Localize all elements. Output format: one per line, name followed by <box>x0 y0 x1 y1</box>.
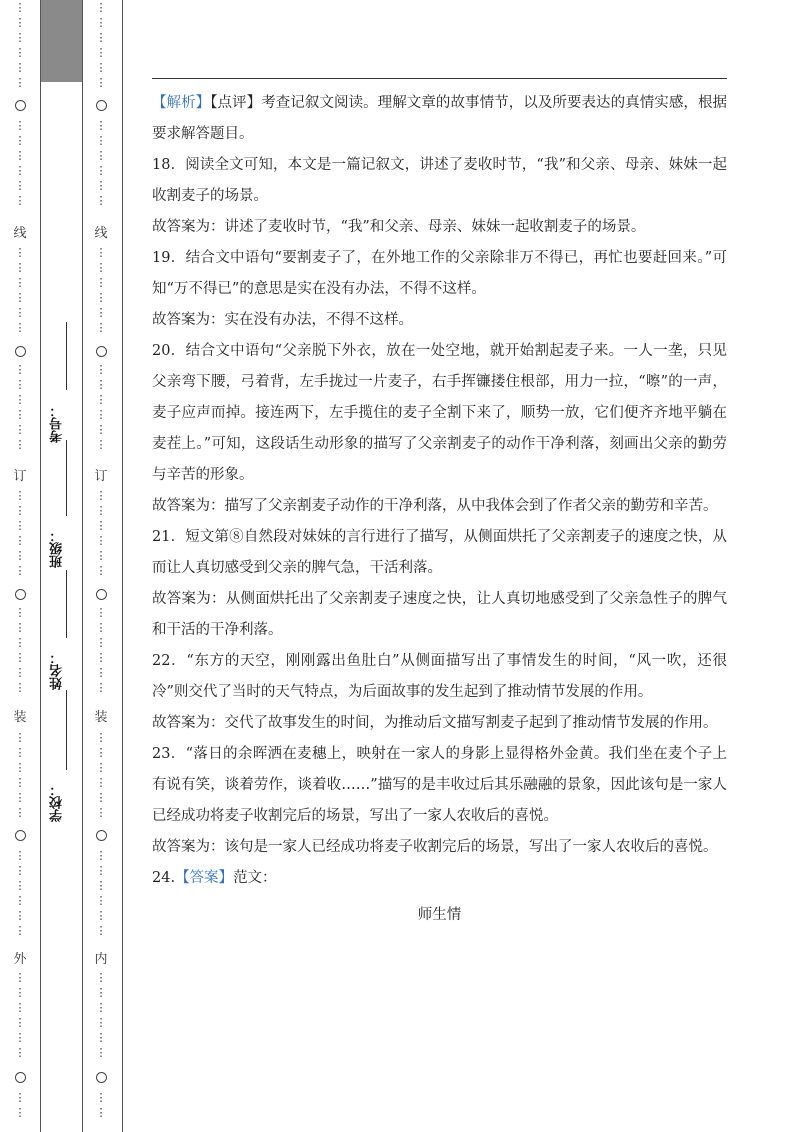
question-21: 21．短文第⑧自然段对妹妹的言行进行了描写，从侧面烘托了父亲割麦子的速度之快，从而让人真切感受到父亲的脾气急，干活利落。 <box>152 529 727 576</box>
binding-circle <box>96 100 107 111</box>
dotted-rule: ⋮ ⋮ ⋮ ⋮ ⋮ ⋮ <box>95 489 107 577</box>
dotted-rule: ⋮ ⋮ ⋮ ⋮ ⋮ ⋮ <box>14 119 26 207</box>
question-23: 23．“落日的余晖洒在麦穗上，映射在一家人的身影上显得格外金黄。我们坐在麦个子上有说有笑，谈着劳作，谈着收……”描写的是丰收过后其乐融融的景象，因此该句是一家人已经成功将麦子收割完后的场景，写出了一家人农收后的喜悦。 <box>152 746 727 824</box>
name-field-line[interactable] <box>66 570 68 638</box>
binding-circle <box>15 100 26 111</box>
answer-23: 故答案为：该句是一家人已经成功将麦子收割完后的场景，写出了一家人农收后的喜悦。 <box>152 839 718 855</box>
name-field-label: 姓名： <box>50 651 65 690</box>
class-field-line[interactable] <box>66 440 68 516</box>
q24-text: 范文： <box>233 870 277 886</box>
question-20: 20．结合文中语句“父亲脱下外衣，放在一处空地，就开始割起麦子来。一人一垄，只见父亲弯下腰，弓着背，左手拢过一片麦子，右手挥镰搂住根部，用力一拉，“嚓”的一声，麦子应声而掉。接连两下，左手揽住的麦子全割下来了，顺势一放，它们便齐齐地平躺在麦茬上。”可知，这段话生动形象的描写了父亲割麦子的动作干净利落，刻画出父亲的勤劳与辛苦的形象。 <box>152 343 727 483</box>
answer-18: 故答案为：讲述了麦收时节，“我”和父亲、母亲、妹妹一起收割麦子的场景。 <box>152 219 646 235</box>
dotted-rule: ⋮ ⋮ ⋮ ⋮ ⋮ ⋮ <box>95 363 107 451</box>
intro-text: 考查记叙文阅读。理解文章的故事情节，以及所要表达的真情实感，根据要求解答题目。 <box>152 95 728 142</box>
binding-label: 装 <box>13 710 27 725</box>
binding-circle <box>96 1072 107 1083</box>
binding-label: 内 <box>94 952 108 967</box>
q24-number: 24. <box>152 870 176 886</box>
dotted-rule: ⋮ ⋮ ⋮ ⋮ ⋮ ⋮ <box>95 1 107 89</box>
dotted-rule: ⋮ ⋮ ⋮ ⋮ ⋮ ⋮ <box>14 606 26 694</box>
binding-label: 线 <box>94 226 108 241</box>
binding-line-outer <box>40 0 41 1132</box>
exam-no-field-label: 考号： <box>50 404 65 443</box>
dotted-rule: ⋮ ⋮ ⋮ ⋮ ⋮ ⋮ <box>14 363 26 451</box>
dotted-rule: ⋮ ⋮ ⋮ ⋮ ⋮ ⋮ <box>14 971 26 1059</box>
question-19: 19．结合文中语句“要割麦子了，在外地工作的父亲除非万不得已，再忙也要赶回来。”可知“万不得已”的意思是实在没有办法，不得不这样。 <box>152 250 727 297</box>
answer-content <box>152 88 727 931</box>
exam-no-field-line[interactable] <box>66 322 68 390</box>
binding-label: 订 <box>94 469 108 484</box>
binding-label: 外 <box>13 952 27 967</box>
dotted-rule: ⋮ ⋮ ⋮ ⋮ ⋮ ⋮ <box>95 119 107 207</box>
dotted-rule: ⋮ ⋮ ⋮ ⋮ ⋮ ⋮ <box>95 971 107 1059</box>
dotted-rule: ⋮ ⋮ ⋮ ⋮ ⋮ ⋮ <box>14 489 26 577</box>
binding-label: 线 <box>13 226 27 241</box>
question-18: 18．阅读全文可知，本文是一篇记叙文，讲述了麦收时节，“我”和父亲、母亲、妹妹一起收割麦子的场景。 <box>152 157 727 204</box>
dotted-rule: ⋮ ⋮ ⋮ ⋮ ⋮ ⋮ <box>14 246 26 334</box>
dotted-rule: ⋮ ⋮ ⋮ ⋮ ⋮ ⋮ <box>14 731 26 819</box>
binding-circle <box>96 830 107 841</box>
binding-circle <box>96 589 107 600</box>
dotted-rule: ⋮ ⋮ <box>14 1091 26 1119</box>
school-field-label: 学校： <box>50 783 65 822</box>
dotted-rule: ⋮ ⋮ ⋮ ⋮ ⋮ ⋮ <box>14 1 26 89</box>
header-rule <box>152 78 727 79</box>
binding-circle <box>15 1072 26 1083</box>
class-field-label: 班级： <box>50 529 65 568</box>
binding-circle <box>96 346 107 357</box>
question-24 <box>152 863 727 894</box>
binding-label: 装 <box>94 710 108 725</box>
binding-circle <box>15 830 26 841</box>
dotted-rule: ⋮ ⋮ <box>95 1091 107 1119</box>
dotted-rule: ⋮ ⋮ ⋮ ⋮ ⋮ ⋮ <box>95 246 107 334</box>
comment-tag: 【点评】 <box>210 95 262 111</box>
binding-margin <box>0 0 125 1132</box>
binding-label: 订 <box>13 469 27 484</box>
binding-line-middle <box>82 0 83 1132</box>
dotted-rule: ⋮ ⋮ ⋮ ⋮ ⋮ ⋮ <box>95 849 107 937</box>
answer-22: 故答案为：交代了故事发生的时间，为推动后文描写割麦子起到了推动情节发展的作用。 <box>152 715 718 731</box>
school-field-line[interactable] <box>66 690 68 770</box>
analysis-intro <box>152 88 727 150</box>
binding-circle <box>15 589 26 600</box>
answer-20: 故答案为：描写了父亲割麦子动作的干净利落，从中我体会到了作者父亲的勤劳和辛苦。 <box>152 498 718 514</box>
binding-circle <box>15 346 26 357</box>
analysis-tag: 【解析】 <box>152 95 211 111</box>
answer-tag: 【答案】 <box>175 870 234 886</box>
answer-21: 故答案为：从侧面烘托出了父亲割麦子速度之快，让人真切地感受到了父亲急性子的脾气和干活的干净利落。 <box>152 591 727 638</box>
dotted-rule: ⋮ ⋮ ⋮ ⋮ ⋮ ⋮ <box>14 849 26 937</box>
binding-line-inner <box>122 0 123 1132</box>
question-22: 22．“东方的天空，刚刚露出鱼肚白”从侧面描写出了事情发生的时间，“风一吹，还很冷”则交代了当时的天气特点，为后面故事的发生起到了推动情节发展的作用。 <box>152 653 727 700</box>
dotted-rule: ⋮ ⋮ ⋮ ⋮ ⋮ ⋮ <box>95 731 107 819</box>
dotted-rule: ⋮ ⋮ ⋮ ⋮ ⋮ ⋮ <box>95 606 107 694</box>
binding-gray-block <box>40 0 82 82</box>
essay-title: 师生情 <box>417 907 462 923</box>
answer-19: 故答案为：实在没有办法，不得不这样。 <box>152 312 413 328</box>
